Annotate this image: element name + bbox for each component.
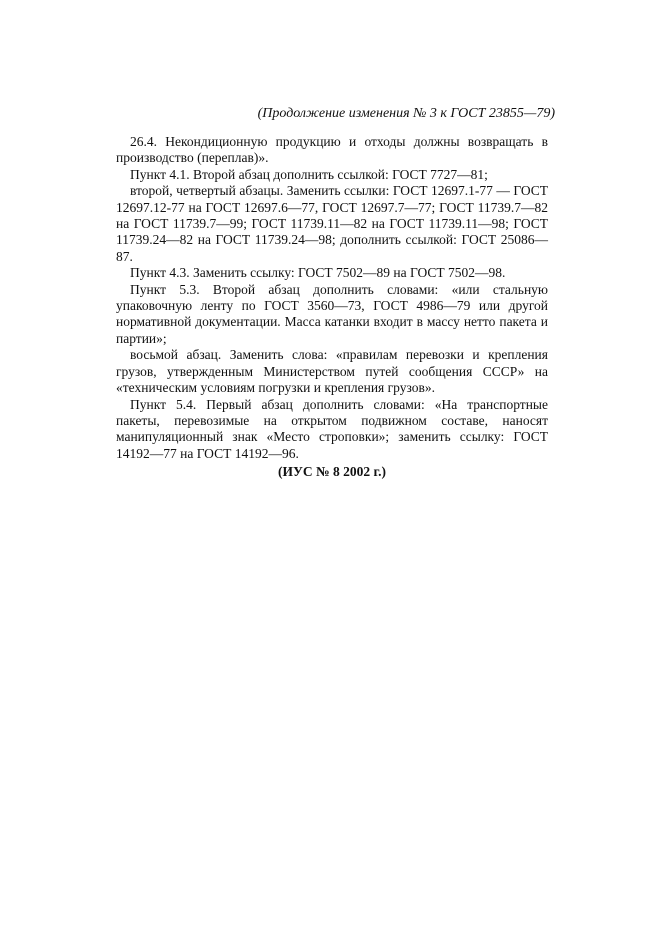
paragraph-26-4: 26.4. Некондиционную продукцию и отходы должны возвращать в производство (переплав)». — [116, 134, 548, 166]
document-body — [116, 134, 548, 481]
paragraph-5-3-eighth: восьмой абзац. Заменить слова: «правилам перевозки и крепления грузов, утвержденным Министерством путей сообщения СССР» на «техническим условиям погрузки и крепления грузов». — [116, 347, 548, 396]
paragraph-5-4: Пункт 5.4. Первый абзац дополнить словами: «На транспортные пакеты, перевозимые на открытом подвижном составе, наносят манипуляционный знак «Место строповки»; заменить ссылку: ГОСТ 14192—77 на ГОСТ 14192—96. — [116, 396, 548, 461]
continuation-header: (Продолжение изменения № 3 к ГОСТ 23855—79) — [257, 106, 555, 121]
ius-reference: (ИУС № 8 2002 г.) — [278, 464, 386, 480]
paragraph-5-3: Пункт 5.3. Второй абзац дополнить словами: «или стальную упаковочную ленту по ГОСТ 3560—73, ГОСТ 4986—79 или другой нормативной документации. Масса катанки входит в массу нетто пакета и партии»; — [116, 281, 548, 346]
paragraph-4-1-second-fourth: второй, четвертый абзацы. Заменить ссылки: ГОСТ 12697.1-77 — ГОСТ 12697.12-77 на ГОСТ 12697.6—77, ГОСТ 12697.7—77; ГОСТ 11739.7—82 на ГОСТ 11739.7—99; ГОСТ 11739.11—82 на ГОСТ 11739.11—98; ГОСТ 11739.24—82 на ГОСТ 11739.24—98; дополнить ссылкой: ГОСТ 25086—87. — [116, 183, 548, 264]
paragraph-4-1: Пункт 4.1. Второй абзац дополнить ссылкой: ГОСТ 7727—81; — [130, 166, 488, 182]
paragraph-4-3: Пункт 4.3. Заменить ссылку: ГОСТ 7502—89 на ГОСТ 7502—98. — [130, 265, 506, 281]
